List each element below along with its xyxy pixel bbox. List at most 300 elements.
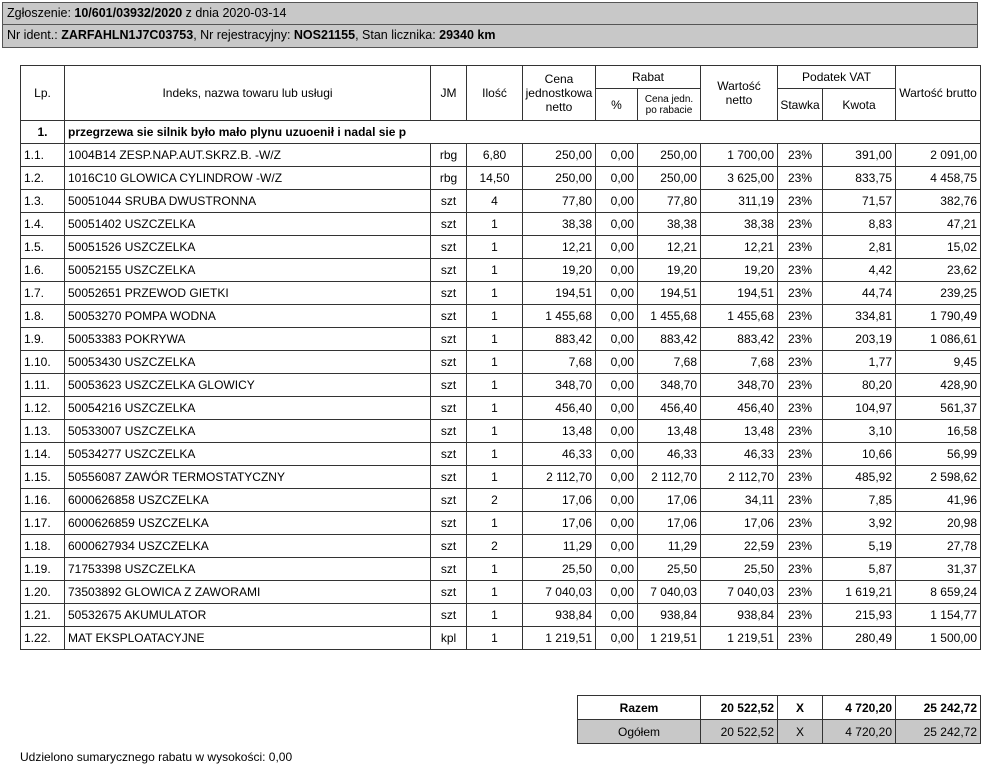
cell-price: 77,80 — [523, 190, 596, 213]
cell-rate: 23% — [778, 581, 823, 604]
cell-price: 883,42 — [523, 328, 596, 351]
cell-price-disc: 17,06 — [638, 512, 701, 535]
cell-name: 50532675 AKUMULATOR — [65, 604, 431, 627]
cell-rate: 23% — [778, 190, 823, 213]
cell-price: 1 219,51 — [523, 627, 596, 650]
cell-qty: 4 — [467, 190, 523, 213]
cell-rate: 23% — [778, 512, 823, 535]
cell-price-disc: 38,38 — [638, 213, 701, 236]
table-row — [21, 351, 981, 374]
table-row — [21, 627, 981, 650]
cell-pct: 0,00 — [596, 167, 638, 190]
table-row — [21, 259, 981, 282]
cell-vat-amt: 7,85 — [823, 489, 896, 512]
cell-rate: 23% — [778, 351, 823, 374]
cell-qty: 1 — [467, 420, 523, 443]
cell-gross: 56,99 — [896, 443, 981, 466]
cell-jm: szt — [431, 190, 467, 213]
cell-name: 50053623 USZCZELKA GLOWICY — [65, 374, 431, 397]
cell-gross: 16,58 — [896, 420, 981, 443]
table-row — [21, 489, 981, 512]
cell-rate: 23% — [778, 604, 823, 627]
cell-rate: 23% — [778, 627, 823, 650]
totals-ogolem-row — [578, 720, 981, 744]
cell-price-disc: 17,06 — [638, 489, 701, 512]
cell-qty: 1 — [467, 558, 523, 581]
cell-name: 6000626859 USZCZELKA — [65, 512, 431, 535]
cell-name: 50053270 POMPA WODNA — [65, 305, 431, 328]
razem-net: 20 522,52 — [701, 696, 778, 720]
cell-jm: rbg — [431, 144, 467, 167]
cell-name: 50051044 SRUBA DWUSTRONNA — [65, 190, 431, 213]
cell-price: 17,06 — [523, 489, 596, 512]
cell-qty: 1 — [467, 374, 523, 397]
cell-net: 311,19 — [701, 190, 778, 213]
cell-price: 250,00 — [523, 167, 596, 190]
cell-gross: 2 091,00 — [896, 144, 981, 167]
cell-gross: 15,02 — [896, 236, 981, 259]
cell-name: 6000626858 USZCZELKA — [65, 489, 431, 512]
cell-name: 50533007 USZCZELKA — [65, 420, 431, 443]
cell-price: 13,48 — [523, 420, 596, 443]
cell-jm: szt — [431, 489, 467, 512]
cell-vat-amt: 391,00 — [823, 144, 896, 167]
vin-label: Nr ident.: — [7, 28, 62, 42]
cell-price-disc: 11,29 — [638, 535, 701, 558]
cell-rate: 23% — [778, 443, 823, 466]
cell-pct: 0,00 — [596, 328, 638, 351]
cell-lp: 1.15. — [21, 466, 65, 489]
table-row — [21, 305, 981, 328]
cell-jm: rbg — [431, 167, 467, 190]
cell-lp: 1.17. — [21, 512, 65, 535]
cell-lp: 1.12. — [21, 397, 65, 420]
cell-vat-amt: 5,19 — [823, 535, 896, 558]
cell-net: 456,40 — [701, 397, 778, 420]
cell-price-disc: 250,00 — [638, 144, 701, 167]
cell-qty: 1 — [467, 397, 523, 420]
cell-gross: 428,90 — [896, 374, 981, 397]
table-row — [21, 190, 981, 213]
col-vat-amt: Kwota — [823, 89, 896, 121]
cell-net: 19,20 — [701, 259, 778, 282]
cell-qty: 1 — [467, 604, 523, 627]
cell-price-disc: 1 219,51 — [638, 627, 701, 650]
cell-name: 73503892 GLOWICA Z ZAWORAMI — [65, 581, 431, 604]
cell-qty: 1 — [467, 236, 523, 259]
cell-price-disc: 883,42 — [638, 328, 701, 351]
cell-net: 7,68 — [701, 351, 778, 374]
cell-gross: 239,25 — [896, 282, 981, 305]
cell-lp: 1.6. — [21, 259, 65, 282]
cell-pct: 0,00 — [596, 397, 638, 420]
cell-gross: 561,37 — [896, 397, 981, 420]
cell-lp: 1.9. — [21, 328, 65, 351]
cell-lp: 1.22. — [21, 627, 65, 650]
cell-vat-amt: 3,10 — [823, 420, 896, 443]
cell-net: 1 700,00 — [701, 144, 778, 167]
cell-net: 25,50 — [701, 558, 778, 581]
cell-lp: 1.8. — [21, 305, 65, 328]
cell-price-disc: 12,21 — [638, 236, 701, 259]
cell-qty: 1 — [467, 627, 523, 650]
cell-net: 3 625,00 — [701, 167, 778, 190]
ogolem-vat: 4 720,20 — [823, 720, 896, 744]
cell-name: 6000627934 USZCZELKA — [65, 535, 431, 558]
cell-name: 50053383 POKRYWA — [65, 328, 431, 351]
odometer: 29340 km — [439, 28, 496, 42]
cell-lp: 1.2. — [21, 167, 65, 190]
odometer-label: , Stan licznika: — [355, 28, 440, 42]
cell-qty: 1 — [467, 512, 523, 535]
cell-pct: 0,00 — [596, 535, 638, 558]
cell-jm: szt — [431, 443, 467, 466]
cell-rate: 23% — [778, 144, 823, 167]
cell-jm: szt — [431, 351, 467, 374]
cell-net: 13,48 — [701, 420, 778, 443]
razem-rate: X — [778, 696, 823, 720]
cell-vat-amt: 334,81 — [823, 305, 896, 328]
col-jm: JM — [431, 66, 467, 121]
cell-price: 7,68 — [523, 351, 596, 374]
cell-name: 50053430 USZCZELKA — [65, 351, 431, 374]
col-price: Cena jednostkowa netto — [523, 66, 596, 121]
cell-rate: 23% — [778, 374, 823, 397]
cell-price: 194,51 — [523, 282, 596, 305]
cell-lp: 1.3. — [21, 190, 65, 213]
cell-vat-amt: 1 619,21 — [823, 581, 896, 604]
cell-name: 50052651 PRZEWOD GIETKI — [65, 282, 431, 305]
cell-rate: 23% — [778, 282, 823, 305]
cell-price: 19,20 — [523, 259, 596, 282]
cell-qty: 1 — [467, 213, 523, 236]
table-row — [21, 443, 981, 466]
cell-qty: 6,80 — [467, 144, 523, 167]
cell-pct: 0,00 — [596, 443, 638, 466]
cell-lp: 1.20. — [21, 581, 65, 604]
col-gross: Wartość brutto — [896, 66, 981, 121]
cell-price-disc: 938,84 — [638, 604, 701, 627]
cell-vat-amt: 104,97 — [823, 397, 896, 420]
group-title: przegrzewa sie silnik było mało plynu uzuoenił i nadal sie p — [65, 121, 981, 144]
table-row — [21, 213, 981, 236]
totals-razem-row — [578, 696, 981, 720]
cell-qty: 1 — [467, 305, 523, 328]
cell-net: 883,42 — [701, 328, 778, 351]
cell-price-disc: 7,68 — [638, 351, 701, 374]
ogolem-net: 20 522,52 — [701, 720, 778, 744]
cell-pct: 0,00 — [596, 558, 638, 581]
cell-jm: szt — [431, 305, 467, 328]
cell-rate: 23% — [778, 558, 823, 581]
cell-lp: 1.10. — [21, 351, 65, 374]
cell-jm: szt — [431, 282, 467, 305]
cell-price-disc: 456,40 — [638, 397, 701, 420]
cell-price-disc: 25,50 — [638, 558, 701, 581]
table-row — [21, 512, 981, 535]
cell-rate: 23% — [778, 397, 823, 420]
cell-lp: 1.14. — [21, 443, 65, 466]
cell-vat-amt: 203,19 — [823, 328, 896, 351]
cell-pct: 0,00 — [596, 374, 638, 397]
cell-net: 1 219,51 — [701, 627, 778, 650]
cell-gross: 27,78 — [896, 535, 981, 558]
discount-summary: Udzielono sumarycznego rabatu w wysokości: 0,00 — [20, 750, 293, 764]
cell-gross: 47,21 — [896, 213, 981, 236]
cell-rate: 23% — [778, 489, 823, 512]
cell-vat-amt: 4,42 — [823, 259, 896, 282]
cell-price: 46,33 — [523, 443, 596, 466]
cell-pct: 0,00 — [596, 282, 638, 305]
cell-lp: 1.1. — [21, 144, 65, 167]
cell-price: 38,38 — [523, 213, 596, 236]
cell-lp: 1.19. — [21, 558, 65, 581]
cell-gross: 1 154,77 — [896, 604, 981, 627]
cell-jm: szt — [431, 512, 467, 535]
cell-jm: szt — [431, 466, 467, 489]
cell-net: 17,06 — [701, 512, 778, 535]
cell-lp: 1.11. — [21, 374, 65, 397]
table-row — [21, 604, 981, 627]
cell-price-disc: 2 112,70 — [638, 466, 701, 489]
cell-jm: szt — [431, 604, 467, 627]
col-lp: Lp. — [21, 66, 65, 121]
cell-name: 1016C10 GLOWICA CYLINDROW -W/Z — [65, 167, 431, 190]
cell-vat-amt: 71,57 — [823, 190, 896, 213]
cell-price-disc: 7 040,03 — [638, 581, 701, 604]
cell-pct: 0,00 — [596, 512, 638, 535]
cell-qty: 2 — [467, 489, 523, 512]
cell-price: 1 455,68 — [523, 305, 596, 328]
table-row — [21, 558, 981, 581]
cell-price-disc: 1 455,68 — [638, 305, 701, 328]
cell-pct: 0,00 — [596, 213, 638, 236]
group-row — [21, 121, 981, 144]
cell-gross: 41,96 — [896, 489, 981, 512]
table-row — [21, 167, 981, 190]
col-vat: Podatek VAT — [778, 66, 896, 89]
cell-rate: 23% — [778, 328, 823, 351]
cell-jm: szt — [431, 420, 467, 443]
cell-jm: szt — [431, 558, 467, 581]
razem-gross: 25 242,72 — [896, 696, 981, 720]
cell-name: MAT EKSPLOATACYJNE — [65, 627, 431, 650]
cell-price: 348,70 — [523, 374, 596, 397]
cell-vat-amt: 215,93 — [823, 604, 896, 627]
cell-name: 1004B14 ZESP.NAP.AUT.SKRZ.B. -W/Z — [65, 144, 431, 167]
cell-name: 50051526 USZCZELKA — [65, 236, 431, 259]
cell-pct: 0,00 — [596, 351, 638, 374]
cell-price: 250,00 — [523, 144, 596, 167]
cell-pct: 0,00 — [596, 581, 638, 604]
cell-qty: 1 — [467, 581, 523, 604]
cell-lp: 1.21. — [21, 604, 65, 627]
cell-price: 11,29 — [523, 535, 596, 558]
cell-pct: 0,00 — [596, 236, 638, 259]
cell-net: 348,70 — [701, 374, 778, 397]
razem-vat: 4 720,20 — [823, 696, 896, 720]
cell-qty: 1 — [467, 328, 523, 351]
cell-pct: 0,00 — [596, 420, 638, 443]
table-row — [21, 466, 981, 489]
cell-vat-amt: 10,66 — [823, 443, 896, 466]
cell-price-disc: 77,80 — [638, 190, 701, 213]
cell-qty: 14,50 — [467, 167, 523, 190]
col-net: Wartość netto — [701, 66, 778, 121]
cell-pct: 0,00 — [596, 627, 638, 650]
col-pct: % — [596, 89, 638, 121]
cell-lp: 1.13. — [21, 420, 65, 443]
cell-jm: szt — [431, 374, 467, 397]
ogolem-gross: 25 242,72 — [896, 720, 981, 744]
col-name: Indeks, nazwa towaru lub usługi — [65, 66, 431, 121]
cell-net: 38,38 — [701, 213, 778, 236]
cell-pct: 0,00 — [596, 466, 638, 489]
cell-name: 50556087 ZAWÓR TERMOSTATYCZNY — [65, 466, 431, 489]
vehicle-header — [2, 24, 978, 48]
cell-rate: 23% — [778, 167, 823, 190]
cell-qty: 1 — [467, 282, 523, 305]
cell-price-disc: 348,70 — [638, 374, 701, 397]
cell-net: 938,84 — [701, 604, 778, 627]
cell-name: 50052155 USZCZELKA — [65, 259, 431, 282]
cell-jm: szt — [431, 535, 467, 558]
cell-jm: szt — [431, 259, 467, 282]
table-row — [21, 282, 981, 305]
razem-label: Razem — [578, 696, 701, 720]
cell-lp: 1.18. — [21, 535, 65, 558]
cell-rate: 23% — [778, 420, 823, 443]
cell-qty: 1 — [467, 351, 523, 374]
registration: NOS21155 — [293, 28, 356, 42]
cell-vat-amt: 8,83 — [823, 213, 896, 236]
cell-net: 12,21 — [701, 236, 778, 259]
cell-rate: 23% — [778, 213, 823, 236]
table-row — [21, 535, 981, 558]
cell-gross: 8 659,24 — [896, 581, 981, 604]
cell-gross: 20,98 — [896, 512, 981, 535]
reg-label: , Nr rejestracyjny: — [193, 28, 294, 42]
cell-vat-amt: 3,92 — [823, 512, 896, 535]
cell-name: 50051402 USZCZELKA — [65, 213, 431, 236]
cell-gross: 382,76 — [896, 190, 981, 213]
cell-net: 2 112,70 — [701, 466, 778, 489]
cell-vat-amt: 2,81 — [823, 236, 896, 259]
cell-price: 7 040,03 — [523, 581, 596, 604]
cell-price: 2 112,70 — [523, 466, 596, 489]
cell-name: 50054216 USZCZELKA — [65, 397, 431, 420]
cell-rate: 23% — [778, 305, 823, 328]
cell-net: 22,59 — [701, 535, 778, 558]
cell-vat-amt: 1,77 — [823, 351, 896, 374]
items-table — [20, 65, 981, 650]
cell-rate: 23% — [778, 236, 823, 259]
cell-vat-amt: 44,74 — [823, 282, 896, 305]
table-row — [21, 581, 981, 604]
cell-qty: 1 — [467, 466, 523, 489]
cell-jm: szt — [431, 328, 467, 351]
cell-jm: szt — [431, 236, 467, 259]
cell-lp: 1.7. — [21, 282, 65, 305]
cell-gross: 31,37 — [896, 558, 981, 581]
table-row — [21, 374, 981, 397]
col-price-disc: Cena jedn. po rabacie — [638, 89, 701, 121]
cell-vat-amt: 280,49 — [823, 627, 896, 650]
cell-gross: 2 598,62 — [896, 466, 981, 489]
cell-price-disc: 46,33 — [638, 443, 701, 466]
cell-net: 1 455,68 — [701, 305, 778, 328]
totals-table — [577, 695, 981, 744]
cell-name: 50534277 USZCZELKA — [65, 443, 431, 466]
cell-rate: 23% — [778, 466, 823, 489]
cell-price: 456,40 — [523, 397, 596, 420]
ogolem-label: Ogółem — [578, 720, 701, 744]
cell-rate: 23% — [778, 535, 823, 558]
cell-price-disc: 194,51 — [638, 282, 701, 305]
cell-pct: 0,00 — [596, 604, 638, 627]
vin: ZARFAHLN1J7C03753 — [61, 28, 194, 42]
cell-gross: 1 790,49 — [896, 305, 981, 328]
cell-gross: 23,62 — [896, 259, 981, 282]
cell-vat-amt: 80,20 — [823, 374, 896, 397]
cell-gross: 4 458,75 — [896, 167, 981, 190]
cell-jm: szt — [431, 397, 467, 420]
cell-price-disc: 13,48 — [638, 420, 701, 443]
cell-price-disc: 250,00 — [638, 167, 701, 190]
cell-name: 71753398 USZCZELKA — [65, 558, 431, 581]
cell-gross: 1 500,00 — [896, 627, 981, 650]
cell-net: 7 040,03 — [701, 581, 778, 604]
cell-net: 46,33 — [701, 443, 778, 466]
claim-label: Zgłoszenie: — [7, 6, 75, 20]
cell-price: 25,50 — [523, 558, 596, 581]
cell-price: 17,06 — [523, 512, 596, 535]
cell-price: 12,21 — [523, 236, 596, 259]
cell-qty: 1 — [467, 443, 523, 466]
claim-number: 10/601/03932/2020 — [74, 6, 183, 20]
table-row — [21, 420, 981, 443]
cell-lp: 1.5. — [21, 236, 65, 259]
group-lp: 1. — [21, 121, 65, 144]
cell-vat-amt: 5,87 — [823, 558, 896, 581]
cell-qty: 2 — [467, 535, 523, 558]
cell-pct: 0,00 — [596, 190, 638, 213]
cell-vat-amt: 485,92 — [823, 466, 896, 489]
cell-pct: 0,00 — [596, 144, 638, 167]
table-row — [21, 397, 981, 420]
table-row — [21, 236, 981, 259]
cell-gross: 9,45 — [896, 351, 981, 374]
cell-jm: szt — [431, 581, 467, 604]
col-qty: Ilość — [467, 66, 523, 121]
cell-jm: kpl — [431, 627, 467, 650]
cell-gross: 1 086,61 — [896, 328, 981, 351]
cell-lp: 1.4. — [21, 213, 65, 236]
cell-rate: 23% — [778, 259, 823, 282]
cell-pct: 0,00 — [596, 305, 638, 328]
col-rate: Stawka — [778, 89, 823, 121]
cell-price: 938,84 — [523, 604, 596, 627]
date-label: z dnia — [182, 6, 223, 20]
table-row — [21, 328, 981, 351]
cell-net: 194,51 — [701, 282, 778, 305]
cell-vat-amt: 833,75 — [823, 167, 896, 190]
table-row — [21, 144, 981, 167]
cell-pct: 0,00 — [596, 489, 638, 512]
ogolem-rate: X — [778, 720, 823, 744]
cell-net: 34,11 — [701, 489, 778, 512]
cell-lp: 1.16. — [21, 489, 65, 512]
